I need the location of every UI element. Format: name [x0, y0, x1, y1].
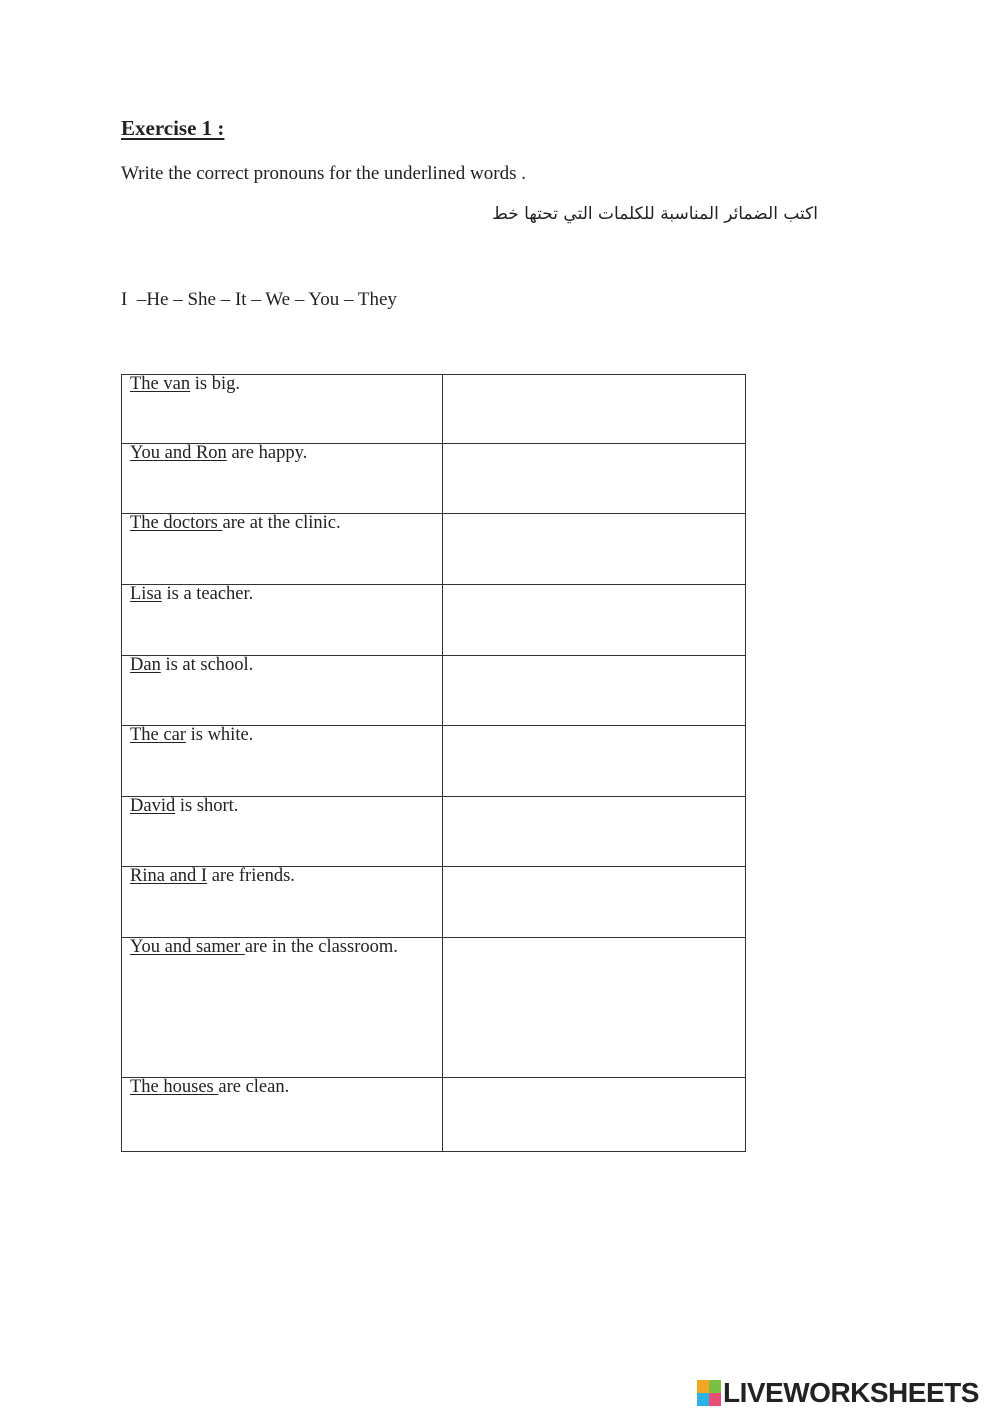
answer-cell[interactable] — [443, 444, 746, 514]
sentence-rest: are clean. — [218, 1077, 290, 1097]
answer-input[interactable] — [443, 585, 745, 614]
liveworksheets-logo[interactable] — [697, 1378, 979, 1408]
sentence-cell — [122, 726, 443, 797]
answer-input[interactable] — [443, 656, 745, 685]
answer-input[interactable] — [443, 726, 745, 755]
answer-input[interactable] — [443, 444, 745, 473]
sentence-rest: is a teacher. — [161, 584, 254, 604]
answer-cell[interactable] — [443, 1078, 746, 1152]
sentence — [130, 797, 442, 816]
sentence-cell — [122, 514, 443, 585]
underlined-words: Lisa — [130, 584, 162, 604]
sentence — [130, 375, 442, 394]
underlined-words: The car — [130, 725, 186, 745]
instruction-arabic: اكتب الضمائر المناسبة للكلمات التي تحتها خط — [492, 204, 818, 224]
sentence-rest: is white. — [185, 725, 254, 745]
logo-square-3 — [697, 1393, 709, 1406]
sentence-rest: is big. — [190, 374, 240, 394]
answer-input[interactable] — [443, 375, 745, 404]
sentence — [130, 514, 442, 533]
table-row — [122, 726, 746, 797]
underlined-words: The houses — [130, 1077, 219, 1097]
underlined-words: You and Ron — [130, 443, 227, 463]
table-row — [122, 938, 746, 1078]
sentence-rest: are at the clinic. — [222, 513, 341, 533]
answer-cell[interactable] — [443, 726, 746, 797]
sentence-cell — [122, 375, 443, 444]
table-row — [122, 514, 746, 585]
sentence — [130, 867, 442, 886]
underlined-words: Rina and I — [130, 866, 208, 886]
table-row — [122, 585, 746, 656]
sentence — [130, 938, 442, 957]
sentence-rest: are in the classroom. — [244, 937, 398, 957]
table-row — [122, 1078, 746, 1152]
answer-input[interactable] — [443, 514, 745, 543]
answer-cell[interactable] — [443, 656, 746, 726]
sentence-cell — [122, 444, 443, 514]
answer-cell[interactable] — [443, 375, 746, 444]
answer-input[interactable] — [443, 797, 745, 826]
sentence-rest: are happy. — [226, 443, 308, 463]
exercise-table — [121, 374, 746, 1152]
underlined-words: You and samer — [130, 937, 245, 957]
sentence-cell — [122, 797, 443, 867]
sentence-cell — [122, 1078, 443, 1152]
instruction-english: Write the correct pronouns for the underlined words . — [121, 163, 526, 184]
answer-cell[interactable] — [443, 938, 746, 1078]
pronoun-word-bank: I –He – She – It – We – You – They — [121, 289, 397, 310]
answer-cell[interactable] — [443, 867, 746, 938]
table-row — [122, 797, 746, 867]
answer-cell[interactable] — [443, 585, 746, 656]
sentence — [130, 726, 442, 745]
table-row — [122, 656, 746, 726]
sentence — [130, 444, 442, 463]
logo-square-4 — [709, 1393, 721, 1406]
answer-cell[interactable] — [443, 514, 746, 585]
table-row — [122, 867, 746, 938]
underlined-words: David — [130, 796, 176, 816]
underlined-words: Dan — [130, 655, 161, 675]
underlined-words: The van — [130, 374, 191, 394]
logo-square-1 — [697, 1380, 709, 1393]
sentence-cell — [122, 867, 443, 938]
answer-input[interactable] — [443, 867, 745, 896]
sentence-rest: are friends. — [207, 866, 295, 886]
logo-text: LIVEWORKSHEETS — [723, 1377, 979, 1408]
answer-input[interactable] — [443, 1078, 745, 1107]
answer-cell[interactable] — [443, 797, 746, 867]
liveworksheets-logo-icon — [697, 1380, 721, 1406]
underlined-words: The doctors — [130, 513, 223, 533]
exercise-title: Exercise 1 : — [121, 116, 225, 140]
sentence — [130, 656, 442, 675]
table-row — [122, 375, 746, 444]
sentence-cell — [122, 656, 443, 726]
sentence — [130, 1078, 442, 1097]
sentence — [130, 585, 442, 604]
sentence-cell — [122, 585, 443, 656]
answer-input[interactable] — [443, 938, 745, 967]
table-row — [122, 444, 746, 514]
sentence-rest: is short. — [175, 796, 239, 816]
sentence-rest: is at school. — [160, 655, 254, 675]
sentence-cell — [122, 938, 443, 1078]
logo-square-2 — [709, 1380, 721, 1393]
